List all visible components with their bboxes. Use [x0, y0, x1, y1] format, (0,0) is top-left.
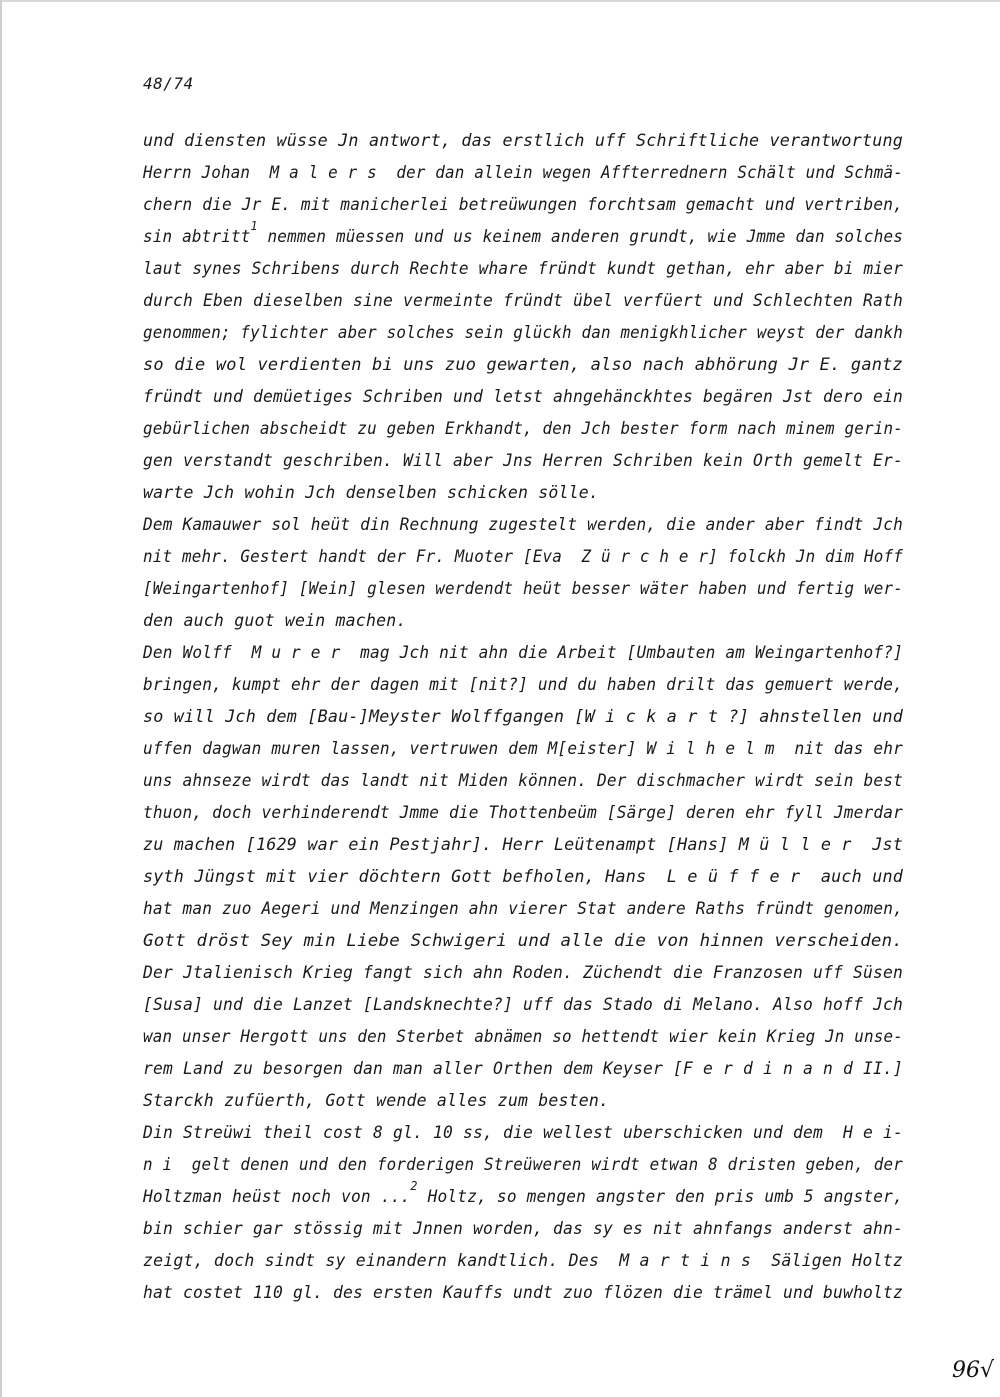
footnote-marker: 2 — [410, 1179, 418, 1193]
scan-edge-left — [0, 0, 2, 1397]
scan-edge-top — [0, 0, 1000, 2]
text-line: hat costet 110 gl. des ersten Kauffs undt zuo flözen die trämel und buwholtz — [143, 1283, 904, 1302]
text-line: nit mehr. Gestert handt der Fr. Muoter [Eva Z ü r c h e r] folckh Jn dim Hoff — [143, 547, 904, 566]
text-line: n i gelt denen und den forderigen Streüweren wirdt etwan 8 dristen geben, der — [143, 1155, 904, 1174]
folio-number: 48/74 — [143, 74, 194, 93]
transcription-body — [143, 125, 943, 1309]
text-line: Dem Kamauwer sol heüt din Rechnung zugestelt werden, die ander aber findt Jch — [143, 515, 904, 534]
text-line: Den Wolff M u r e r mag Jch nit ahn die Arbeit [Umbauten am Weingartenhof?] — [143, 643, 904, 662]
text-line: Herrn Johan M a l e r s der dan allein wegen Affterrednern Schält und Schmä- — [143, 163, 904, 182]
text-line: uns ahnseze wirdt das landt nit Miden können. Der dischmacher wirdt sein best — [143, 771, 904, 790]
text-line: zu machen [1629 war ein Pestjahr]. Herr Leütenampt [Hans] M ü l l e r Jst — [143, 835, 904, 854]
text-line: rem Land zu besorgen dan man aller Orthen dem Keyser [F e r d i n a n d II.] — [143, 1059, 904, 1078]
footnote-marker: 1 — [250, 219, 258, 233]
handwritten-page-number: 96√ — [952, 1358, 995, 1383]
text-line: Gott dröst Sey min Liebe Schwigeri und alle die von hinnen verscheiden. — [143, 931, 904, 950]
text-line-part: nemmen müessen und us keinem anderen grundt, wie Jmme dan solches — [257, 227, 904, 246]
text-line: hat man zuo Aegeri und Menzingen ahn vierer Stat andere Raths fründt genomen, — [143, 899, 904, 918]
text-line: laut synes Schribens durch Rechte whare fründt kundt gethan, ehr aber bi mier — [143, 259, 904, 278]
text-line: bin schier gar stössig mit Jnnen worden, das sy es nit ahnfangs anderst ahn- — [143, 1219, 904, 1238]
text-line: [Weingartenhof] [Wein] glesen werdendt heüt besser wäter haben und fertig wer- — [143, 579, 904, 598]
text-line: bringen, kumpt ehr der dagen mit [nit?] und du haben drilt das gemuert werde, — [143, 675, 904, 694]
text-line-part: sin abtritt — [143, 227, 251, 246]
text-line: so die wol verdienten bi uns zuo gewarten, also nach abhörung Jr E. gantz — [143, 355, 903, 374]
text-line — [143, 221, 943, 253]
text-line: chern die Jr E. mit manicherlei betreüwungen forchtsam gemacht und vertriben, — [143, 195, 904, 214]
text-line: uffen dagwan muren lassen, vertruwen dem M[eister] W i l h e l m nit das ehr — [143, 739, 904, 758]
text-line: warte Jch wohin Jch denselben schicken sölle. — [143, 483, 600, 502]
text-line: gen verstandt geschriben. Will aber Jns Herren Schriben kein Orth gemelt Er- — [143, 451, 904, 470]
text-line: gebürlichen abscheidt zu geben Erkhandt, den Jch bester form nach minem gerin- — [143, 419, 904, 438]
text-line-part: Holtz, so mengen angster den pris umb 5 angster, — [417, 1187, 903, 1206]
text-line: den auch guot wein machen. — [143, 611, 407, 630]
text-line: Der Jtalienisch Krieg fangt sich ahn Roden. Züchendt die Franzosen uff Süsen — [143, 963, 904, 982]
text-line: thuon, doch verhinderendt Jmme die Thottenbeüm [Särge] deren ehr fyll Jmerdar — [143, 803, 904, 822]
text-line: so will Jch dem [Bau-]Meyster Wolffgangen [W i c k a r t ?] ahnstellen und — [143, 707, 904, 726]
text-line: Din Streüwi theil cost 8 gl. 10 ss, die wellest uberschicken und dem H e i- — [143, 1123, 904, 1142]
text-line: zeigt, doch sindt sy einandern kandtlich. Des M a r t i n s Säligen Holtz — [143, 1251, 903, 1270]
text-line: [Susa] und die Lanzet [Landsknechte?] uff das Stado di Melano. Also hoff Jch — [143, 995, 904, 1014]
text-line: wan unser Hergott uns den Sterbet abnämen so hettendt wier kein Krieg Jn unse- — [143, 1027, 904, 1046]
text-line: und diensten wüsse Jn antwort, das erstlich uff Schriftliche verantwortung — [143, 131, 904, 150]
text-line: syth Jüngst mit vier döchtern Gott befholen, Hans L e ü f f e r auch und — [143, 867, 904, 886]
text-line: fründt und demüetiges Schriben und letst ahngehänckhtes begären Jst dero ein — [143, 387, 904, 406]
text-line: durch Eben dieselben sine vermeinte fründt übel verfüert und Schlechten Rath — [143, 291, 904, 310]
text-line: Starckh zufüerth, Gott wende alles zum besten. — [143, 1091, 610, 1110]
text-line — [143, 1181, 943, 1213]
text-line: genommen; fylichter aber solches sein glückh dan menigkhlicher weyst der dankh — [143, 323, 904, 342]
text-line-part: Holtzman heüst noch von ... — [143, 1187, 411, 1206]
